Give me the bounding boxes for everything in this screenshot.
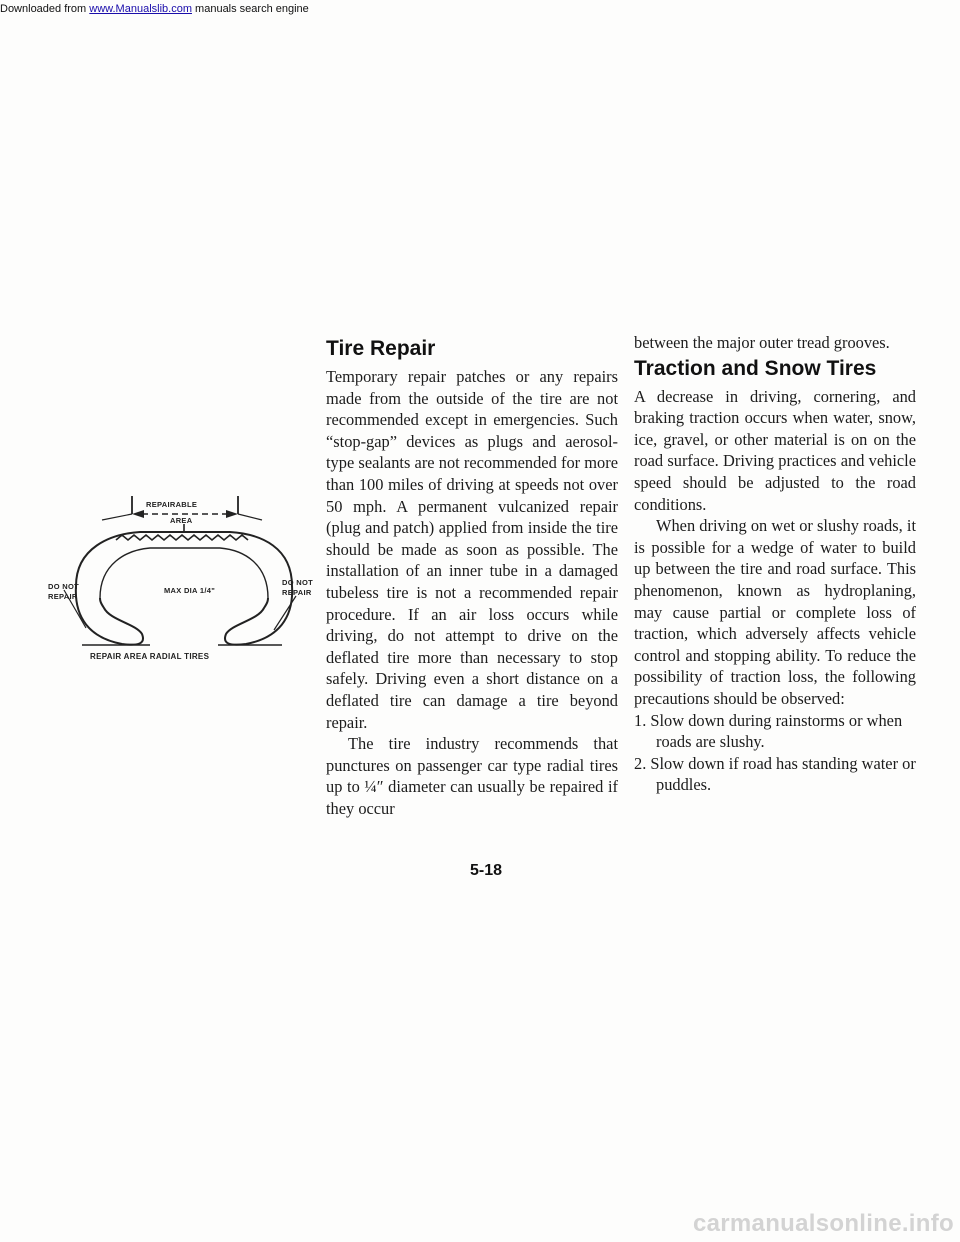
traction-heading: Traction and Snow Tires	[634, 356, 877, 380]
header-suffix: manuals search engine	[195, 3, 309, 15]
tire-cross-section-drawing	[30, 468, 330, 668]
do-not-repair-left-line1: DO NOT	[48, 582, 79, 591]
do-not-repair-right-line2: REPAIR	[282, 588, 312, 597]
precautions-list	[634, 710, 916, 796]
download-header	[0, 0, 960, 18]
do-not-repair-left-line2: REPAIR	[48, 592, 78, 601]
column-right	[634, 332, 916, 796]
page-number: 5-18	[470, 862, 503, 879]
traction-paragraph-1: A decrease in driving, cornering, and braking traction occurs when water, snow, ice, gravel, or other material is on on the road surface. Driving practices and vehicle speed should be adjusted to the road conditions.	[634, 386, 916, 514]
header-prefix: Downloaded from	[0, 3, 87, 15]
tire-repair-heading: Tire Repair	[326, 337, 436, 360]
area-label: AREA	[170, 516, 193, 525]
manualslib-link[interactable]: www.Manualslib.com	[89, 3, 192, 15]
tire-repair-diagram	[30, 468, 330, 668]
tire-repair-paragraph-2: The tire industry recommends that punctures on passenger car type radial tires up to ¼″ diameter can usually be repaired if they occur	[326, 734, 618, 818]
tire-repair-paragraph-1: Temporary repair patches or any repairs made from the outside of the tire are not recommended except in emergencies. Such “stop-gap” devices as plugs and aerosol-type sealants are not recommended for more than 100 miles of driving at speeds not over 50 mph. A permanent vulcanized repair (plug and patch) applied from inside the tire should be made as soon as possible. The installation of an inner tube in a damaged tubeless tire is not a recommended repair procedure. If an air loss occurs while driving, do not attempt to drive on the deflated tire more than necessary to stop safely. Driving even a short distance on a deflated tire can damage a tire beyond repair.	[326, 367, 618, 732]
list-item: 2. Slow down if road has standing water or puddles.	[634, 753, 916, 795]
repairable-label: REPAIRABLE	[146, 500, 198, 509]
traction-paragraph-2: When driving on wet or slushy roads, it is possible for a wedge of water to build up between the tire and road surface. This phenomenon, known as hydroplaning, may cause partial or complete loss of traction, which adversely affects vehicle control and stopping ability. To reduce the possibility of traction loss, the following precautions should be observed:	[634, 516, 916, 708]
do-not-repair-right-line1: DO NOT	[282, 578, 313, 587]
watermark: carmanualsonline.info	[692, 1210, 954, 1237]
tire-repair-paragraph-3: between the major outer tread grooves.	[634, 333, 890, 352]
max-diameter-label: MAX DIA 1/4"	[164, 586, 216, 595]
list-item: 1. Slow down during rainstorms or when roads are slushy.	[634, 710, 903, 752]
figure-caption: REPAIR AREA RADIAL TIRES	[90, 652, 210, 661]
column-left	[326, 328, 618, 819]
